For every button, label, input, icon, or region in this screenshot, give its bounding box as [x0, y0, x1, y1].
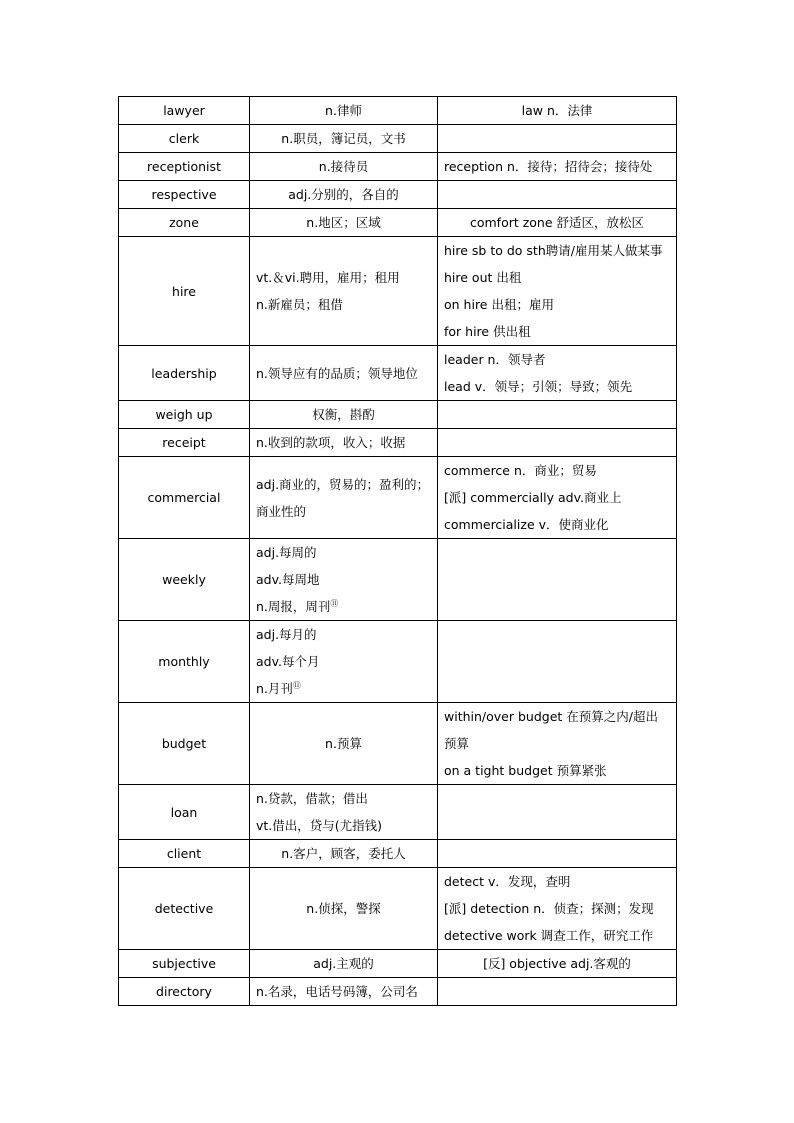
extra-cell: detect v．发现，查明 [派] detection n．侦查；探测；发现 detective work 调查工作，研究工作	[438, 868, 677, 950]
extra-cell	[438, 429, 677, 457]
table-row	[119, 978, 677, 1006]
meaning-cell: n.预算	[250, 703, 438, 785]
word-cell: receipt	[119, 429, 250, 457]
table-row	[119, 785, 677, 840]
meaning-cell: adj.主观的	[250, 950, 438, 978]
meaning-cell: n.领导应有的品质；领导地位	[250, 346, 438, 401]
extra-cell	[438, 539, 677, 621]
word-cell: respective	[119, 181, 250, 209]
word-cell: receptionist	[119, 153, 250, 181]
meaning-cell: n.地区；区域	[250, 209, 438, 237]
table-row	[119, 429, 677, 457]
extra-cell	[438, 840, 677, 868]
meaning-cell: 权衡，斟酌	[250, 401, 438, 429]
circled-number-mark: ⑪	[292, 680, 301, 690]
word-cell: leadership	[119, 346, 250, 401]
word-cell: hire	[119, 237, 250, 346]
meaning-cell: vt.＆vi.聘用，雇用；租用 n.新雇员；租借	[250, 237, 438, 346]
word-cell: weekly	[119, 539, 250, 621]
table-row	[119, 97, 677, 125]
table-row	[119, 181, 677, 209]
meaning-cell: n.接待员	[250, 153, 438, 181]
extra-cell: comfort zone 舒适区，放松区	[438, 209, 677, 237]
table-row	[119, 621, 677, 703]
meaning-cell: adj.每月的 adv.每个月 n.月刊⑪	[250, 621, 438, 703]
table-row	[119, 840, 677, 868]
word-cell: clerk	[119, 125, 250, 153]
word-cell: zone	[119, 209, 250, 237]
word-cell: lawyer	[119, 97, 250, 125]
extra-cell: within/over budget 在预算之内/超出预算 on a tight budget 预算紧张	[438, 703, 677, 785]
extra-cell: [反] objective adj.客观的	[438, 950, 677, 978]
word-cell: budget	[119, 703, 250, 785]
meaning-cell: n.侦探，警探	[250, 868, 438, 950]
table-row	[119, 125, 677, 153]
extra-cell: commerce n．商业；贸易 [派] commercially adv.商业上 commercialize v．使商业化	[438, 457, 677, 539]
meaning-cell: n.贷款，借款；借出 vt.借出，贷与(尤指钱)	[250, 785, 438, 840]
table-row	[119, 703, 677, 785]
word-cell: monthly	[119, 621, 250, 703]
table-row	[119, 950, 677, 978]
word-cell: weigh up	[119, 401, 250, 429]
word-cell: loan	[119, 785, 250, 840]
extra-cell: law n．法律	[438, 97, 677, 125]
extra-cell: reception n．接待；招待会；接待处	[438, 153, 677, 181]
meaning-cell: n.名录，电话号码簿，公司名	[250, 978, 438, 1006]
meaning-cell: adj.商业的，贸易的；盈利的；商业性的	[250, 457, 438, 539]
word-cell: client	[119, 840, 250, 868]
meaning-cell: n.客户，顾客，委托人	[250, 840, 438, 868]
meaning-cell: adj.每周的 adv.每周地 n.周报，周刊⑪	[250, 539, 438, 621]
table-row	[119, 401, 677, 429]
table-row	[119, 153, 677, 181]
table-row	[119, 539, 677, 621]
extra-cell	[438, 181, 677, 209]
extra-cell	[438, 621, 677, 703]
word-cell: subjective	[119, 950, 250, 978]
extra-cell	[438, 785, 677, 840]
meaning-cell: n.收到的款项，收入；收据	[250, 429, 438, 457]
table-row	[119, 237, 677, 346]
extra-cell	[438, 125, 677, 153]
extra-cell	[438, 978, 677, 1006]
table-row	[119, 868, 677, 950]
circled-number-mark: ⑪	[330, 598, 339, 608]
extra-cell: leader n．领导者 lead v．领导；引领；导致；领先	[438, 346, 677, 401]
meaning-cell: n.律师	[250, 97, 438, 125]
vocabulary-table	[118, 96, 677, 1006]
meaning-cell: n.职员，簿记员，文书	[250, 125, 438, 153]
extra-cell: hire sb to do sth聘请/雇用某人做某事 hire out 出租 on hire 出租；雇用 for hire 供出租	[438, 237, 677, 346]
table-row	[119, 457, 677, 539]
table-row	[119, 346, 677, 401]
meaning-cell: adj.分别的，各自的	[250, 181, 438, 209]
word-cell: directory	[119, 978, 250, 1006]
word-cell: commercial	[119, 457, 250, 539]
word-cell: detective	[119, 868, 250, 950]
table-row	[119, 209, 677, 237]
extra-cell	[438, 401, 677, 429]
